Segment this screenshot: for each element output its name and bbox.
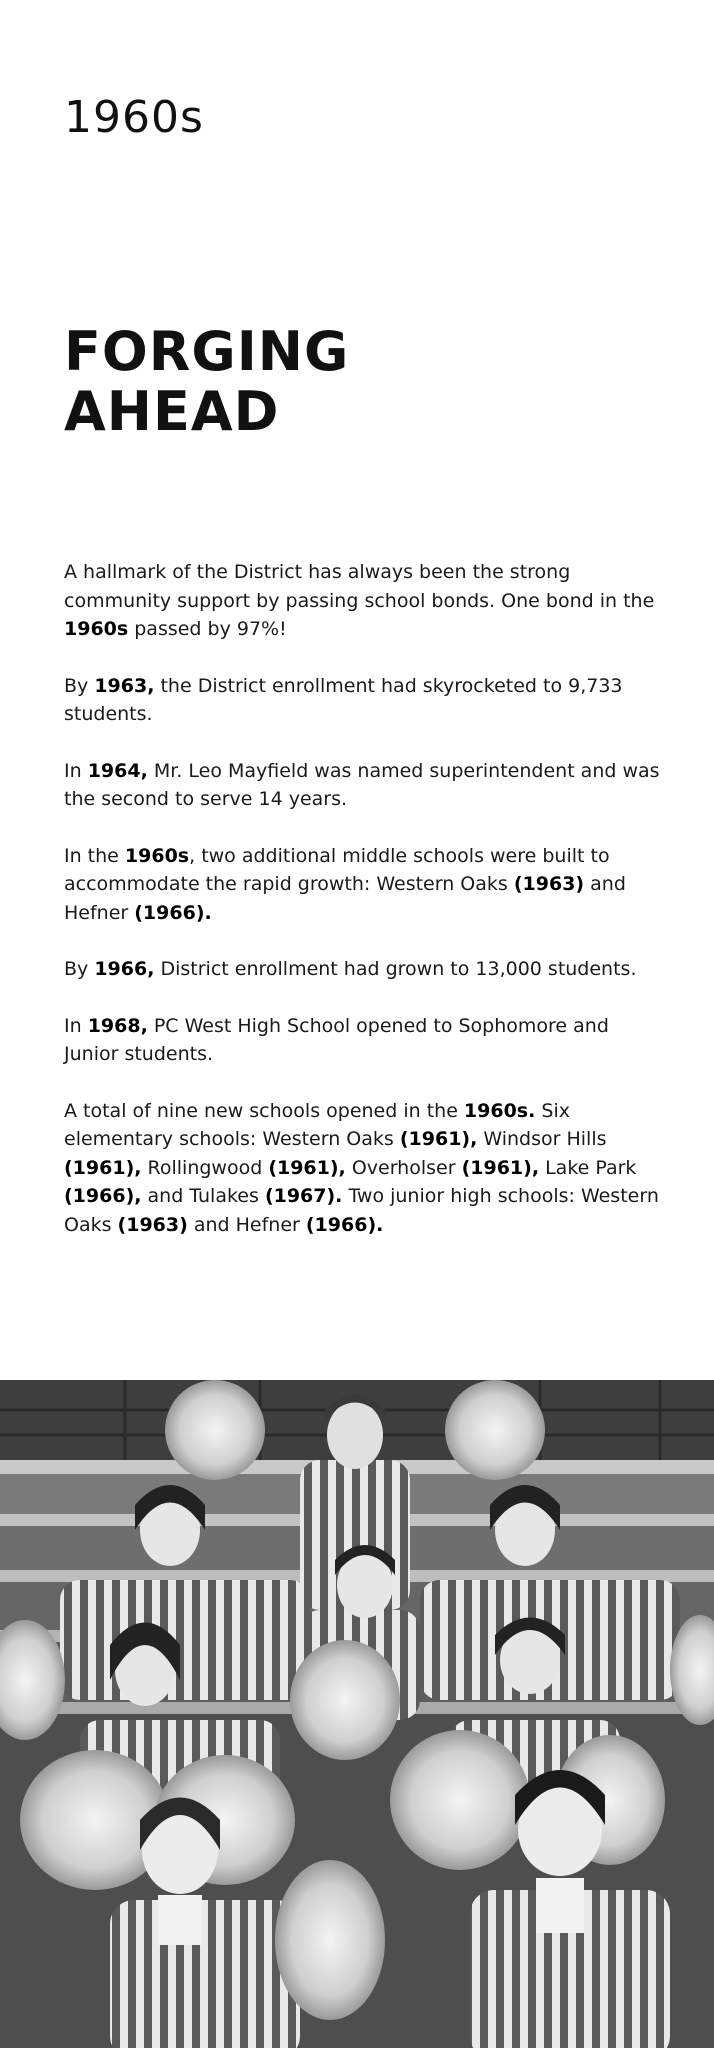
text-run: By <box>64 674 95 697</box>
bold-text: (1967). <box>264 1185 343 1207</box>
paragraph <box>64 558 664 644</box>
text-run: and Tulakes <box>141 1185 265 1207</box>
text-run: and Hefner <box>64 873 626 924</box>
text-run: In <box>64 759 88 782</box>
text-run: District enrollment had grown to 13,000 students. <box>154 958 637 980</box>
bold-text: (1963) <box>117 1213 188 1236</box>
headline-line-1: FORGING <box>64 320 350 383</box>
bold-text: 1960s <box>124 844 190 867</box>
bold-text: 1968, <box>87 1014 148 1037</box>
bold-text: (1961), <box>268 1156 346 1179</box>
bold-text: (1961), <box>64 1156 142 1179</box>
bold-text: (1966). <box>305 1213 384 1236</box>
paragraph <box>64 955 664 984</box>
text-run: passed by 97%! <box>128 618 287 640</box>
text-run: A hallmark of the District has always been the strong community support by passing school bonds. One bond in the <box>64 561 655 612</box>
bold-text: (1963) <box>513 873 585 895</box>
decade-label: 1960s <box>64 92 204 143</box>
paragraph <box>64 757 664 814</box>
text-run: PC West High School opened to Sophomore and Junior students. <box>64 1014 609 1065</box>
text-run: By <box>64 958 95 980</box>
cheerleader-group-photo <box>0 1380 714 2048</box>
text-run: Rollingwood <box>141 1156 269 1179</box>
bold-text: (1961), <box>399 1128 478 1150</box>
text-run: Two junior high schools: Western Oaks <box>64 1185 659 1236</box>
paragraph <box>64 672 664 729</box>
paragraph <box>64 842 664 928</box>
bold-text: 1960s <box>64 618 129 640</box>
text-run: Overholser <box>345 1156 462 1179</box>
text-run: In <box>64 1014 88 1037</box>
bold-text: (1961), <box>461 1156 540 1179</box>
page-headline <box>64 322 664 442</box>
article-body <box>64 558 664 1267</box>
text-run: Lake Park <box>539 1156 637 1179</box>
text-run: In the <box>64 844 125 867</box>
text-run: Six elementary schools: Western Oaks <box>64 1099 570 1150</box>
text-run: , two additional middle schools were built to accommodate the rapid growth: Western Oaks <box>64 844 610 895</box>
photo-illustration <box>0 1380 714 2048</box>
text-run: and Hefner <box>187 1213 306 1236</box>
bold-text: (1966), <box>64 1185 142 1207</box>
bold-text: (1966). <box>134 901 212 924</box>
paragraph <box>64 1012 664 1069</box>
text-run: the District enrollment had skyrocketed to 9,733 students. <box>64 674 623 725</box>
bold-text: 1964, <box>87 759 148 782</box>
headline-line-2: AHEAD <box>64 380 280 443</box>
bold-text: 1960s. <box>463 1099 536 1122</box>
text-run: A total of nine new schools opened in the <box>64 1099 464 1122</box>
text-run: Windsor Hills <box>477 1128 607 1150</box>
paragraph <box>64 1097 664 1240</box>
bold-text: 1966, <box>94 958 155 980</box>
text-run: Mr. Leo Mayfield was named superintendent and was the second to serve 14 years. <box>64 759 660 810</box>
bold-text: 1963, <box>94 674 155 697</box>
